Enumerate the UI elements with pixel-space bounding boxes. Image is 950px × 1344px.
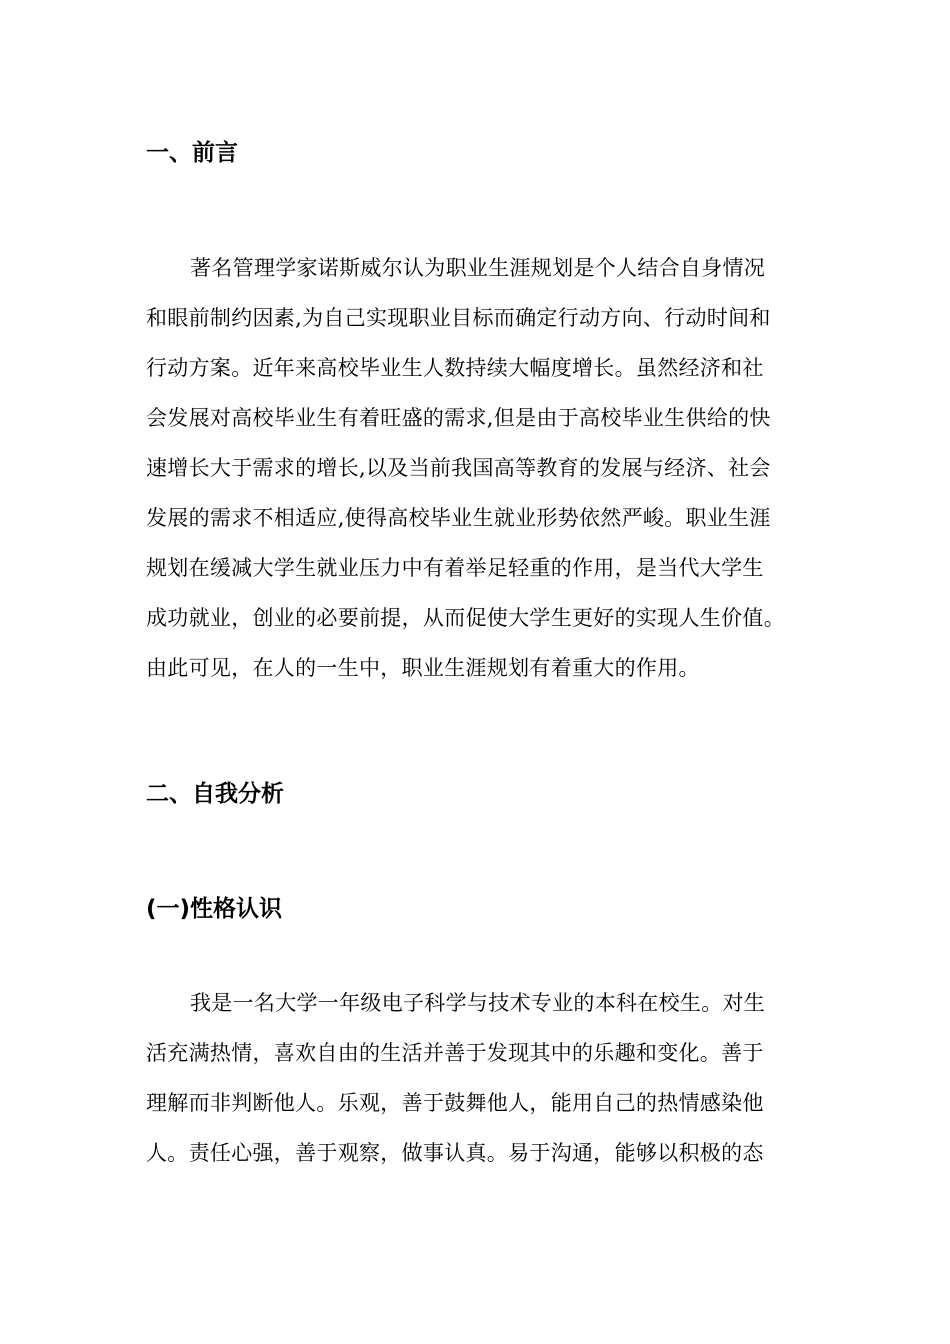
section-heading-self-analysis: 二、自我分析 <box>146 781 284 807</box>
paragraph-line: 速增长大于需求的增长,以及当前我国高等教育的发展与经济、社会 <box>146 456 771 480</box>
subsection-heading-personality: (一)性格认识 <box>146 896 283 922</box>
paragraph-line: 理解而非判断他人。乐观，善于鼓舞他人，能用自己的热情感染他 <box>146 1091 764 1115</box>
section-heading-preface: 一、前言 <box>146 140 238 166</box>
paragraph-line: 发展的需求不相适应,使得高校毕业生就业形势依然严峻。职业生涯 <box>146 506 771 530</box>
paragraph-line: 我是一名大学一年级电子科学与技术专业的本科在校生。对生 <box>190 991 766 1015</box>
paragraph-line: 著名管理学家诺斯威尔认为职业生涯规划是个人结合自身情况 <box>190 256 766 280</box>
paragraph-line: 成功就业，创业的必要前提，从而促使大学生更好的实现人生价值。 <box>146 606 785 630</box>
paragraph-line: 由此可见，在人的一生中，职业生涯规划有着重大的作用。 <box>146 656 700 680</box>
paragraph-line: 规划在缓减大学生就业压力中有着举足轻重的作用，是当代大学生 <box>146 556 764 580</box>
paragraph-line: 活充满热情，喜欢自由的生活并善于发现其中的乐趣和变化。善于 <box>146 1041 764 1065</box>
paragraph-line: 行动方案。近年来高校毕业生人数持续大幅度增长。虽然经济和社 <box>146 356 764 380</box>
personality-paragraph <box>146 978 826 1178</box>
paragraph-line: 人。责任心强，善于观察，做事认真。易于沟通，能够以积极的态 <box>146 1141 764 1165</box>
preface-paragraph <box>146 243 826 693</box>
paragraph-line: 会发展对高校毕业生有着旺盛的需求,但是由于高校毕业生供给的快 <box>146 406 771 430</box>
paragraph-line: 和眼前制约因素,为自己实现职业目标而确定行动方向、行动时间和 <box>146 306 771 330</box>
